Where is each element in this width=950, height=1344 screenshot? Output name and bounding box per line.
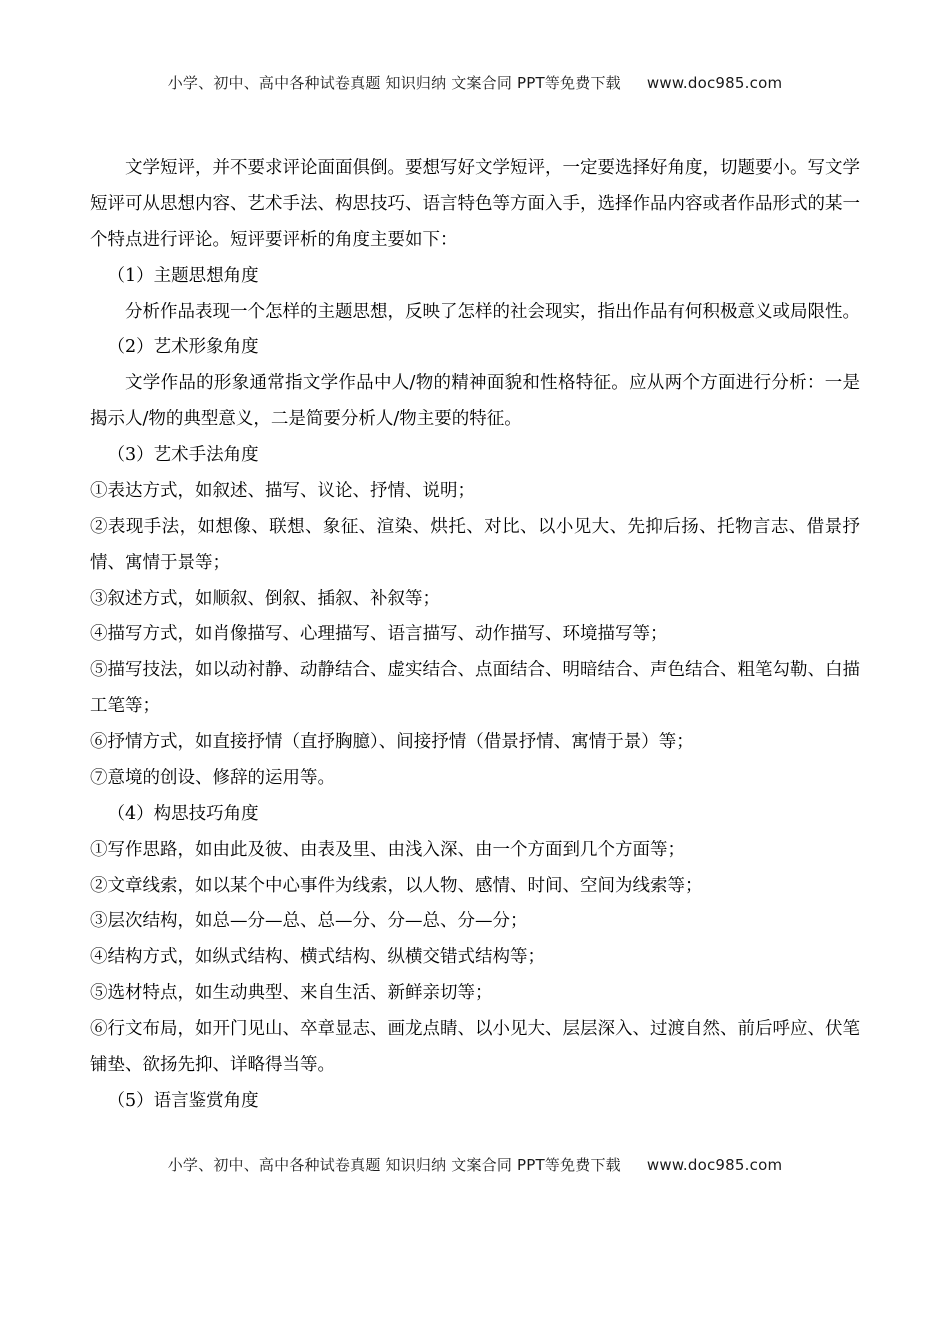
header-note-text: 小学、初中、高中各种试卷真题 知识归纳 文案合同 PPT等免费下载 bbox=[167, 74, 621, 92]
paragraph: （5）语言鉴赏角度 bbox=[107, 1090, 259, 1111]
paragraph: 分析作品表现一个怎样的主题思想，反映了怎样的社会现实，指出作品有何积极意义或局限性。 bbox=[125, 301, 860, 322]
paragraph: ②文章线索，如以某个中心事件为线索，以人物、感情、时间、空间为线索等； bbox=[90, 875, 703, 896]
page-footer bbox=[90, 1154, 860, 1175]
paragraph: ⑤描写技法，如以动衬静、动静结合、虚实结合、点面结合、明暗结合、声色结合、粗笔勾勒、白描工笔等； bbox=[90, 660, 860, 717]
paragraph: ③层次结构，如总—分—总、总—分、分—总、分—分； bbox=[90, 911, 528, 932]
paragraph: ⑦意境的创设、修辞的运用等。 bbox=[90, 767, 335, 788]
paragraph: ①表达方式，如叙述、描写、议论、抒情、说明； bbox=[90, 480, 475, 501]
paragraph: 文学短评，并不要求评论面面俱倒。要想写好文学短评，一定要选择好角度，切题要小。写文学短评可从思想内容、艺术手法、构思技巧、语言特色等方面入手，选择作品内容或者作品形式的某一个特点进行评论。短评要评析的角度主要如下： bbox=[90, 158, 860, 250]
paragraph: ①写作思路，如由此及彼、由表及里、由浅入深、由一个方面到几个方面等； bbox=[90, 839, 685, 860]
paragraph: ⑤选材特点，如生动典型、来自生活、新鲜亲切等； bbox=[90, 983, 493, 1004]
document-body bbox=[90, 151, 860, 1120]
paragraph: 文学作品的形象通常指文学作品中人/物的精神面貌和性格特征。应从两个方面进行分析：一是揭示人/物的典型意义，二是简要分析人/物主要的特征。 bbox=[90, 373, 860, 430]
paragraph: ④结构方式，如纵式结构、横式结构、纵横交错式结构等； bbox=[90, 947, 545, 968]
paragraph: ②表现手法，如想像、联想、象征、渲染、烘托、对比、以小见大、先抑后扬、托物言志、借景抒情、寓情于景等； bbox=[90, 516, 860, 573]
paragraph: ④描写方式，如肖像描写、心理描写、语言描写、动作描写、环境描写等； bbox=[90, 624, 668, 645]
paragraph: ⑥行文布局，如开门见山、卒章显志、画龙点睛、以小见大、层层深入、过渡自然、前后呼应、伏笔铺垫、欲扬先抑、详略得当等。 bbox=[90, 1019, 860, 1075]
paragraph: （2）艺术形象角度 bbox=[107, 337, 259, 358]
footer-note-text: 小学、初中、高中各种试卷真题 知识归纳 文案合同 PPT等免费下载 bbox=[167, 1155, 621, 1174]
paragraph: （4）构思技巧角度 bbox=[107, 803, 259, 824]
paragraph: （1）主题思想角度 bbox=[107, 265, 259, 286]
paragraph: ③叙述方式，如顺叙、倒叙、插叙、补叙等； bbox=[90, 588, 440, 609]
header-site-url: www.doc985.com bbox=[646, 74, 783, 92]
page-header bbox=[90, 72, 860, 93]
paragraph: （3）艺术手法角度 bbox=[107, 445, 259, 465]
footer-site-url: www.doc985.com bbox=[646, 1155, 783, 1174]
paragraph: ⑥抒情方式，如直接抒情（直抒胸臆）、间接抒情（借景抒情、寓情于景）等； bbox=[90, 732, 694, 752]
